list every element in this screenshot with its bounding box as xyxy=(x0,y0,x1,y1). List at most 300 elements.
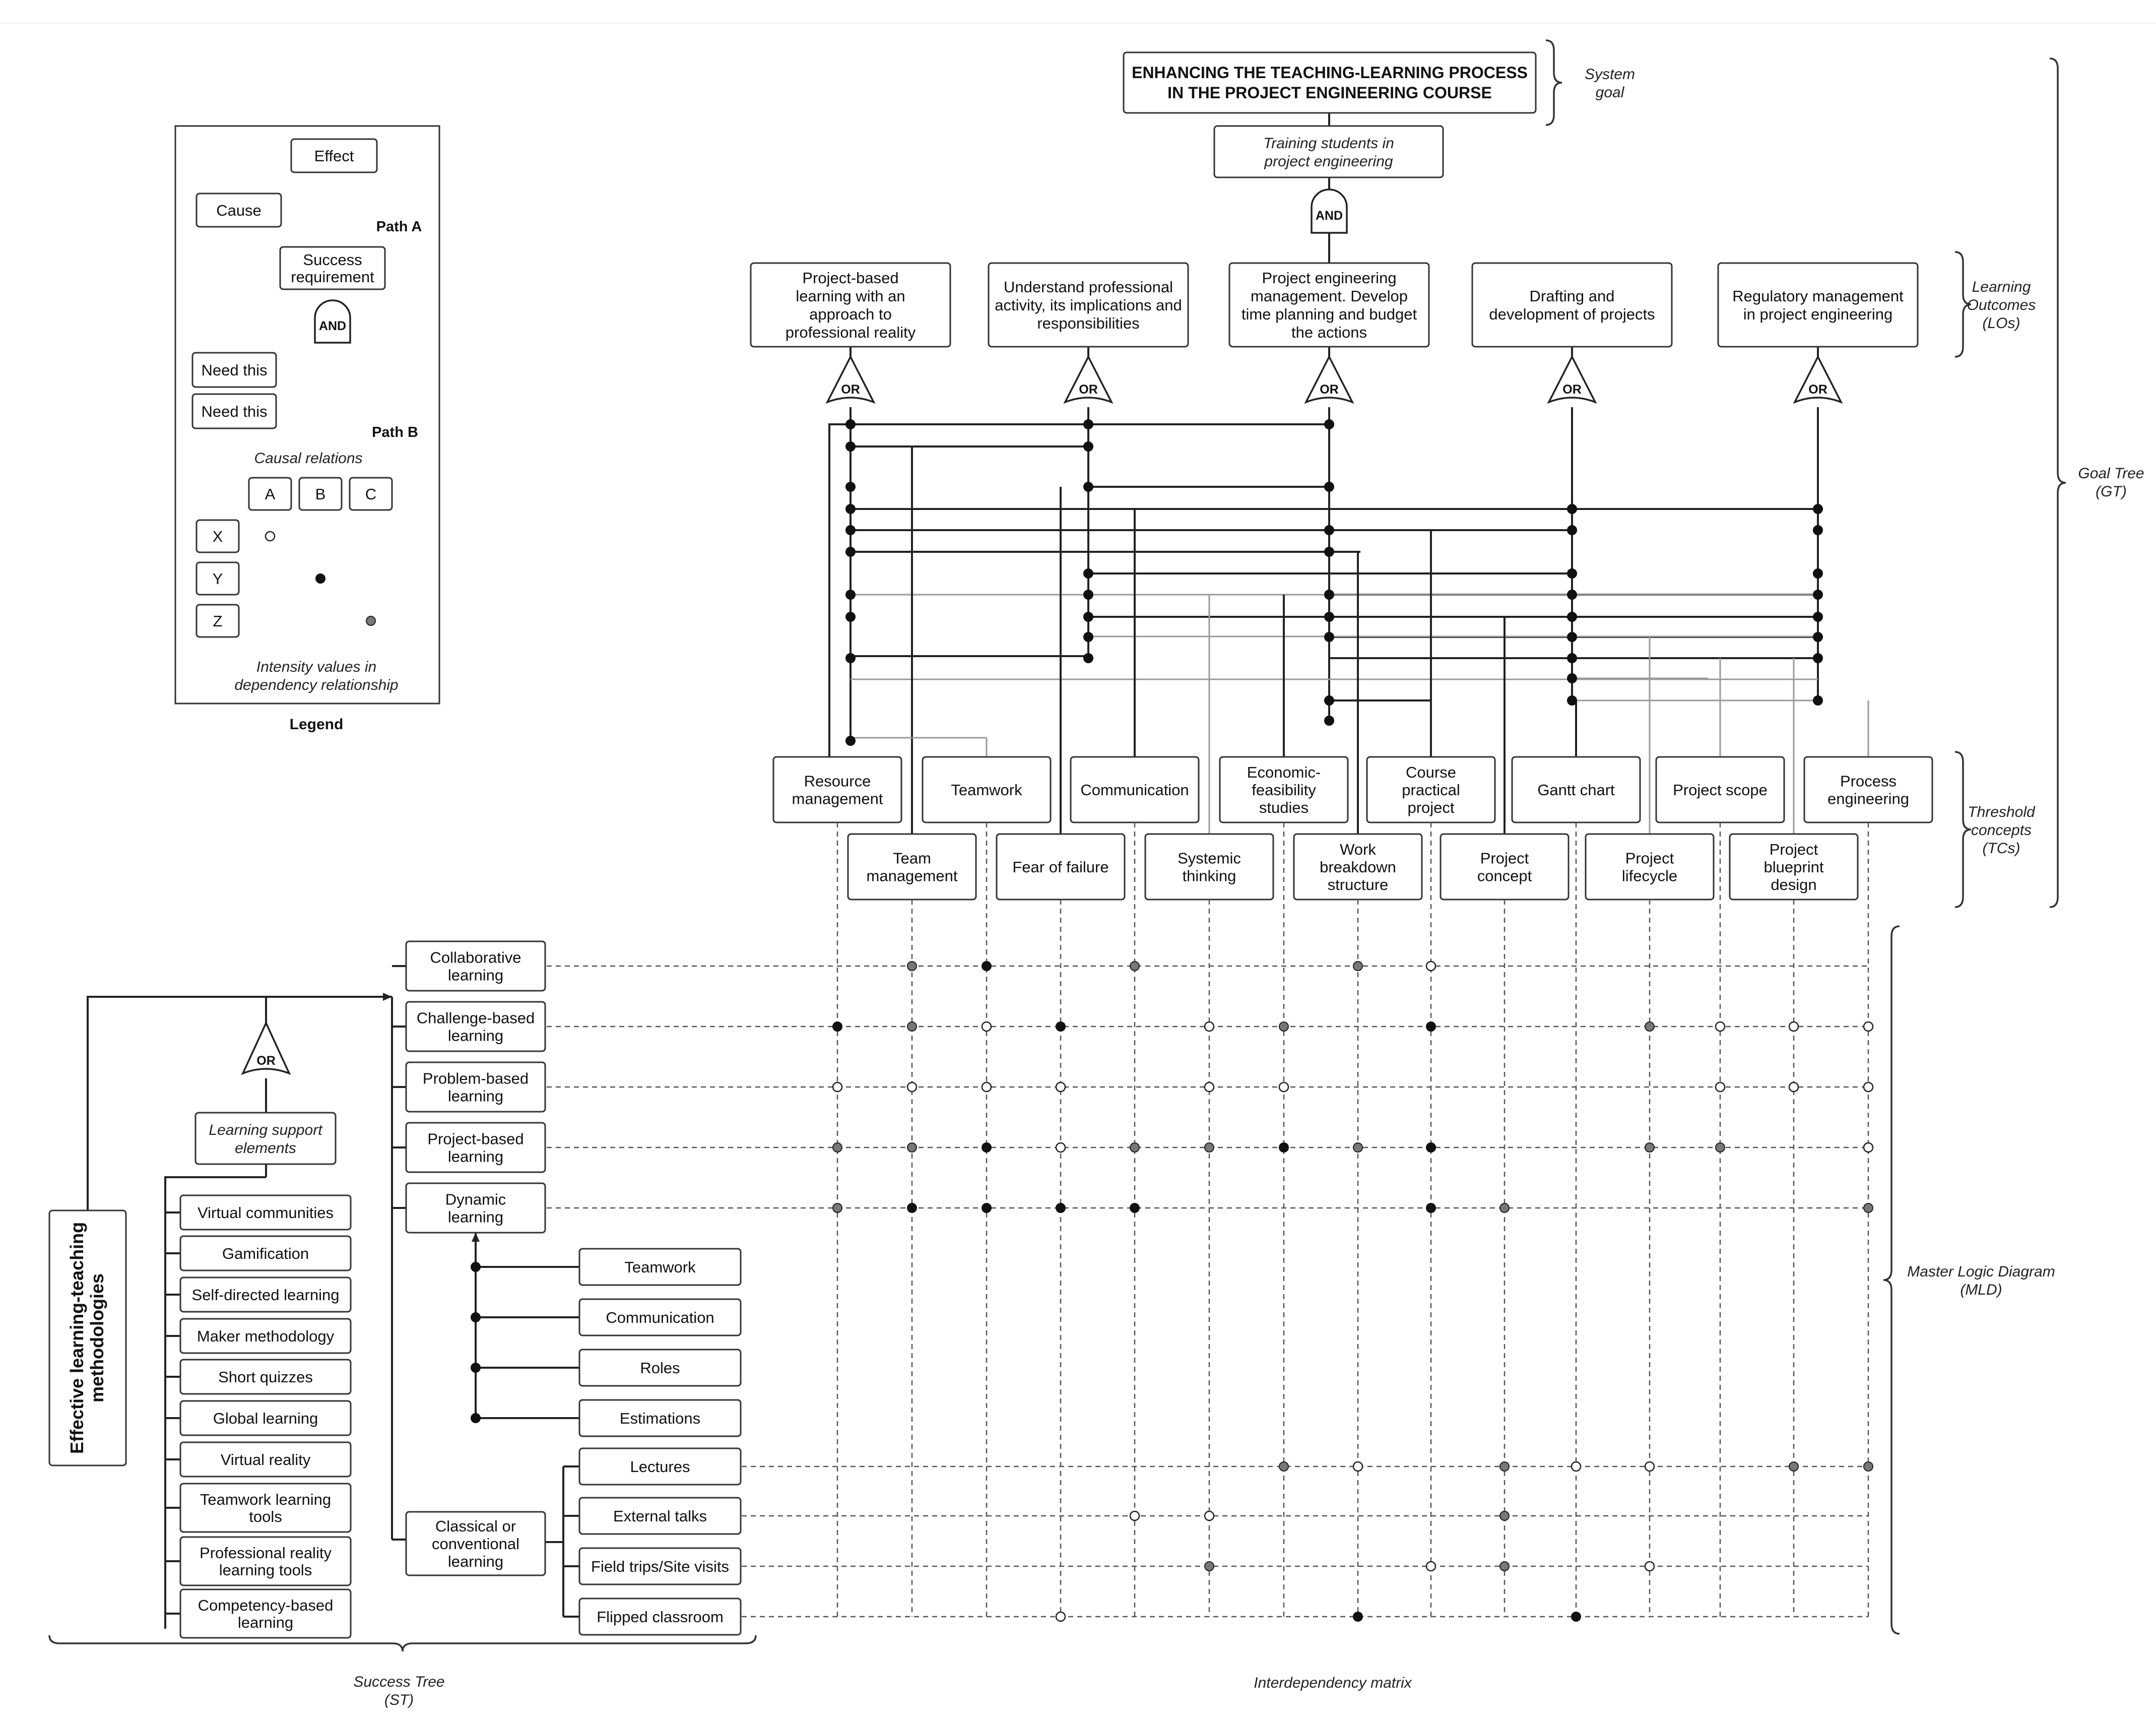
junction-dot xyxy=(846,526,855,535)
threshold-concept-box xyxy=(997,834,1125,900)
dynamic-sub-box xyxy=(579,1400,741,1436)
text-line: methodologies xyxy=(87,1273,107,1403)
text-line: Communication xyxy=(606,1309,714,1326)
learning-outcome-box-text xyxy=(1732,287,1904,323)
text-line: Teamwork learning xyxy=(200,1491,332,1508)
text-line: concepts xyxy=(1971,822,2032,839)
threshold-concept-box xyxy=(1656,757,1784,822)
dependency-dot-challenge-based-learning xyxy=(1789,1022,1798,1031)
system-goal-box xyxy=(1124,52,1536,113)
learning-outcomes-label xyxy=(1967,279,2036,332)
text-line: Fear of failure xyxy=(1012,858,1109,876)
dynamic-sub-box-text xyxy=(606,1309,714,1326)
junction-dot xyxy=(1084,482,1093,491)
junction-dot xyxy=(1567,504,1577,514)
legend-effect-box-text xyxy=(314,147,354,165)
dependency-dot-problem-based-learning xyxy=(1205,1082,1214,1092)
dependency-dot-lectures xyxy=(1279,1462,1288,1471)
text-line: learning xyxy=(447,1027,504,1045)
text-line: approach to xyxy=(809,305,892,323)
text-line: time planning and budget xyxy=(1241,305,1417,323)
legend-success-box xyxy=(280,247,385,289)
text-line: management. Develop xyxy=(1251,287,1408,305)
dependency-dot-challenge-based-learning xyxy=(982,1022,991,1031)
legend-row-box xyxy=(197,520,239,552)
junction-dot xyxy=(1567,569,1577,578)
text-line: Work xyxy=(1340,841,1376,858)
method-box xyxy=(406,1062,545,1112)
text-line: Project engineering xyxy=(1262,269,1397,287)
junction-dot xyxy=(1325,547,1334,556)
dependency-dot-collaborative-learning xyxy=(1353,962,1362,971)
dependency-dot-dynamic-learning xyxy=(982,1203,991,1212)
dynamic-sub-box-text xyxy=(624,1258,696,1276)
threshold-concept-box-text xyxy=(1622,850,1677,885)
text-line: development of projects xyxy=(1489,305,1655,323)
dynamic-sub-box-text xyxy=(640,1359,680,1377)
threshold-concept-box-text xyxy=(1537,781,1615,799)
threshold-concept-box-text xyxy=(1402,763,1460,816)
text-line: responsibilities xyxy=(1037,314,1140,332)
dependency-dot-collaborative-learning xyxy=(1130,962,1139,971)
text-line: blueprint xyxy=(1763,858,1824,876)
text-line: OR xyxy=(841,382,860,397)
text-line: Communication xyxy=(1080,781,1189,799)
text-line: concept xyxy=(1477,867,1532,885)
or-gate xyxy=(827,357,874,402)
text-line: Goal Tree xyxy=(2078,465,2144,482)
threshold-concept-box-text xyxy=(1477,850,1532,885)
dynamic-sub-box xyxy=(579,1299,741,1335)
text-line: Success Tree xyxy=(353,1674,445,1690)
text-line: learning xyxy=(447,1208,504,1226)
dependency-dot-flipped-classroom xyxy=(1353,1612,1362,1621)
legend-row-box-text xyxy=(213,528,223,545)
classical-item-box xyxy=(579,1498,741,1534)
support-element-box xyxy=(180,1589,351,1638)
brace xyxy=(1546,40,1562,125)
junction-dot xyxy=(1567,674,1577,683)
text-line: Effect xyxy=(314,147,354,165)
or-gate-label xyxy=(1562,382,1582,397)
dependency-dot-problem-based-learning xyxy=(907,1082,917,1092)
text-line: learning xyxy=(447,1553,504,1570)
text-line: professional reality xyxy=(785,324,916,341)
threshold-concept-box xyxy=(1294,834,1422,900)
text-line: (MLD) xyxy=(1960,1282,2002,1298)
junction-dot xyxy=(1325,612,1334,621)
threshold-concept-box xyxy=(1441,834,1569,900)
dependency-dot-challenge-based-learning xyxy=(1864,1022,1873,1031)
threshold-concept-box xyxy=(1220,757,1348,822)
junction-dot xyxy=(846,442,855,451)
legend-effect-box xyxy=(291,139,377,172)
dependency-dot-project-based-learning xyxy=(1279,1143,1288,1152)
learning-outcome-box xyxy=(1472,263,1672,347)
legend-dot xyxy=(366,616,375,625)
text-line: Drafting and xyxy=(1529,287,1615,305)
text-line: (GT) xyxy=(2096,483,2127,500)
text-line: Global learning xyxy=(213,1410,318,1427)
or-gate-label xyxy=(1320,382,1339,397)
text-line: Understand professional xyxy=(1003,278,1173,296)
legend-col-box-text xyxy=(365,485,376,503)
support-element-box-text xyxy=(213,1410,318,1427)
text-line: feasibility xyxy=(1252,781,1316,799)
junction-dot xyxy=(1084,612,1093,621)
text-line: Project xyxy=(1769,841,1818,858)
dependency-dot-field-trips-site-visits xyxy=(1426,1562,1435,1571)
junction-dot xyxy=(846,504,855,514)
support-element-box xyxy=(180,1360,351,1394)
method-box-text xyxy=(445,1191,506,1226)
text-line: management xyxy=(866,867,958,885)
system-goal-label xyxy=(1585,66,1635,101)
dependency-dot-project-based-learning xyxy=(1205,1143,1214,1152)
or-gate xyxy=(243,1023,289,1073)
threshold-concept-box xyxy=(1730,834,1858,900)
text-line: Team xyxy=(893,849,931,867)
legend-path-a xyxy=(376,219,422,235)
dependency-dot-dynamic-learning xyxy=(1426,1203,1435,1212)
junction-dot xyxy=(846,482,855,491)
or-gate xyxy=(1549,357,1595,402)
support-element-box xyxy=(180,1319,351,1353)
or-gate-label xyxy=(841,382,860,397)
junction-dot xyxy=(846,736,855,745)
dependency-dot-flipped-classroom xyxy=(1572,1612,1581,1621)
text-line: Maker methodology xyxy=(197,1327,335,1345)
text-line: Lectures xyxy=(630,1458,690,1476)
junction-dot xyxy=(1567,612,1577,621)
dependency-dot-dynamic-learning xyxy=(907,1203,917,1212)
support-element-box xyxy=(180,1401,351,1435)
junction-dot xyxy=(1567,632,1577,642)
support-element-box-text xyxy=(218,1368,313,1386)
dependency-dot-lectures xyxy=(1572,1462,1581,1471)
junction-dot xyxy=(1813,612,1822,621)
support-element-box xyxy=(180,1195,351,1230)
junction-dot xyxy=(1325,526,1334,535)
junction-dot xyxy=(1325,482,1334,491)
threshold-concepts-label xyxy=(1968,804,2036,857)
legend-need-box xyxy=(192,394,276,428)
text-line: tools xyxy=(249,1508,282,1525)
dynamic-sub-box-text xyxy=(620,1410,700,1427)
junction-dot xyxy=(846,420,855,429)
text-line: Path A xyxy=(376,219,422,235)
learning-outcome-box xyxy=(1229,263,1429,347)
text-line: thinking xyxy=(1182,867,1236,885)
text-line: Legend xyxy=(289,716,344,733)
methodologies-root-box xyxy=(49,1210,126,1465)
dependency-dot-project-based-learning xyxy=(1426,1143,1435,1152)
text-line: AND xyxy=(1315,209,1343,223)
junction-dot xyxy=(846,612,855,621)
dependency-dot-project-based-learning xyxy=(1130,1143,1139,1152)
dependency-dot-problem-based-learning xyxy=(833,1082,842,1092)
or-gate xyxy=(1306,357,1352,402)
support-element-box xyxy=(180,1277,351,1312)
threshold-concept-box-text xyxy=(1178,850,1241,885)
dependency-dot-project-based-learning xyxy=(1645,1143,1654,1152)
support-element-box xyxy=(180,1537,351,1585)
text-line: Causal relations xyxy=(254,450,363,467)
text-line: Master Logic Diagram xyxy=(1907,1263,2055,1280)
text-line: Teamwork xyxy=(951,781,1022,799)
dependency-dot-challenge-based-learning xyxy=(1279,1022,1288,1031)
legend-need-box-text xyxy=(202,361,268,379)
junction-dot xyxy=(471,1363,480,1372)
text-line: the actions xyxy=(1291,324,1367,341)
text-line: IN THE PROJECT ENGINEERING COURSE xyxy=(1167,84,1492,102)
text-line: learning tools xyxy=(219,1561,312,1579)
text-line: Project xyxy=(1480,849,1529,867)
threshold-concept-box-text xyxy=(1012,858,1108,876)
dependency-dot-external-talks xyxy=(1205,1511,1214,1520)
text-line: B xyxy=(315,485,326,503)
text-line: (ST) xyxy=(384,1692,414,1708)
text-line: ENHANCING THE TEACHING-LEARNING PROCESS xyxy=(1132,63,1528,82)
threshold-concept-box xyxy=(1804,757,1932,822)
text-line: External talks xyxy=(613,1507,707,1525)
legend-col-box xyxy=(299,478,342,510)
text-line: (LOs) xyxy=(1982,315,2020,332)
dependency-dot-challenge-based-learning xyxy=(1645,1022,1654,1031)
text-line: X xyxy=(212,528,223,545)
text-line: Challenge-based xyxy=(416,1009,535,1027)
interdependency-label xyxy=(1254,1675,1412,1691)
text-line: Interdependency matrix xyxy=(1254,1675,1412,1691)
text-line: Resource xyxy=(804,772,871,790)
text-line: Field trips/Site visits xyxy=(591,1558,729,1575)
learning-outcome-box xyxy=(1718,263,1918,347)
text-line: Self-directed learning xyxy=(191,1286,340,1304)
text-line: dependency relationship xyxy=(234,677,399,693)
brace xyxy=(1955,752,1971,907)
legend-cause-box-text xyxy=(216,202,262,219)
junction-dot xyxy=(1325,590,1334,599)
text-line: learning xyxy=(447,1087,504,1105)
legend-success-box-text xyxy=(291,251,374,286)
dependency-dot-dynamic-learning xyxy=(1864,1203,1873,1212)
text-line: Project scope xyxy=(1673,781,1768,799)
arrow-head xyxy=(472,1233,480,1242)
dependency-dot-challenge-based-learning xyxy=(907,1022,917,1031)
text-line: Course xyxy=(1406,763,1456,781)
dynamic-sub-box xyxy=(579,1249,741,1285)
text-line: Virtual reality xyxy=(220,1451,311,1468)
dependency-dot-lectures xyxy=(1864,1462,1873,1471)
text-line: learning with an xyxy=(796,287,905,305)
threshold-concept-box xyxy=(1512,757,1640,822)
text-line: Virtual communities xyxy=(198,1204,334,1222)
junction-dot xyxy=(471,1414,480,1423)
junction-dot xyxy=(471,1313,480,1322)
method-box xyxy=(406,1002,545,1051)
support-element-box xyxy=(180,1442,351,1477)
junction-dot xyxy=(1084,590,1093,599)
goal-tree-label xyxy=(2078,465,2144,500)
connector-line xyxy=(88,997,392,1210)
brace xyxy=(2050,58,2066,907)
dependency-dot-problem-based-learning xyxy=(1789,1082,1798,1092)
text-line: design xyxy=(1771,876,1817,893)
threshold-concept-box-text xyxy=(1673,781,1768,799)
text-line: conventional xyxy=(431,1535,520,1553)
junction-dot xyxy=(1813,569,1822,578)
threshold-concept-box xyxy=(923,757,1051,822)
junction-dot xyxy=(1813,504,1822,514)
or-gate-label xyxy=(1079,382,1098,397)
text-line: Cause xyxy=(216,202,262,219)
threshold-concept-box xyxy=(1367,757,1495,822)
text-line: breakdown xyxy=(1320,858,1396,876)
junction-dot xyxy=(1813,590,1822,599)
dependency-dot-problem-based-learning xyxy=(1279,1082,1288,1092)
dynamic-sub-box xyxy=(579,1350,741,1386)
and-gate-label xyxy=(1316,209,1343,223)
text-line: Economic- xyxy=(1247,763,1321,781)
learning-outcome-box xyxy=(989,263,1188,347)
text-line: learning xyxy=(237,1614,294,1631)
legend-title xyxy=(290,716,344,733)
and-gate-label xyxy=(319,319,346,333)
dependency-dot-challenge-based-learning xyxy=(1716,1022,1725,1031)
junction-dot xyxy=(1567,696,1577,705)
learning-support-box xyxy=(195,1113,336,1164)
legend-col-box xyxy=(249,478,291,510)
dependency-dot-challenge-based-learning xyxy=(833,1022,842,1031)
text-line: System xyxy=(1584,66,1636,83)
dependency-dot-problem-based-learning xyxy=(1056,1082,1065,1092)
text-line: Learning xyxy=(1972,279,2031,295)
text-line: learning xyxy=(447,966,504,984)
text-line: Z xyxy=(213,612,223,630)
objective-box xyxy=(1214,126,1443,177)
text-line: Outcomes xyxy=(1967,297,2036,313)
text-line: Systemic xyxy=(1178,849,1241,867)
classical-item-box-text xyxy=(591,1558,729,1575)
text-line: elements xyxy=(235,1140,296,1157)
text-line: learning xyxy=(447,1147,504,1166)
dependency-dot-challenge-based-learning xyxy=(1205,1022,1214,1031)
dependency-dot-dynamic-learning xyxy=(1500,1203,1509,1212)
support-element-box xyxy=(180,1236,351,1270)
junction-dot xyxy=(1084,420,1093,429)
text-line: project xyxy=(1407,799,1455,816)
text-line: practical xyxy=(1402,781,1460,799)
dependency-dot-lectures xyxy=(1645,1462,1654,1471)
text-line: Path B xyxy=(372,424,418,440)
text-line: Project-based xyxy=(802,269,899,287)
legend-col-box-text xyxy=(315,485,326,503)
text-line: OR xyxy=(1320,382,1339,397)
legend-dot xyxy=(266,532,275,541)
dependency-dot-project-based-learning xyxy=(1864,1143,1873,1152)
dependency-dot-project-based-learning xyxy=(907,1143,917,1152)
dependency-dot-project-based-learning xyxy=(1353,1143,1362,1152)
dependency-dot-project-based-learning xyxy=(1716,1143,1725,1152)
text-line: Regulatory management xyxy=(1732,287,1904,305)
dependency-dot-collaborative-learning xyxy=(982,962,991,971)
text-line: activity, its implications and xyxy=(995,296,1182,314)
text-line: Dynamic xyxy=(445,1190,506,1208)
interdependency-matrix xyxy=(547,822,1873,1621)
junction-dot xyxy=(1325,420,1334,429)
learning-outcome-box-frame xyxy=(1472,263,1672,347)
threshold-concept-box xyxy=(1071,757,1199,822)
dependency-dot-external-talks xyxy=(1130,1511,1139,1520)
text-line: Need this xyxy=(201,403,268,420)
junction-dot xyxy=(1813,654,1822,663)
junction-dot xyxy=(1084,569,1093,578)
text-line: OR xyxy=(1079,382,1098,397)
text-line: Process xyxy=(1840,772,1897,790)
dependency-dot-dynamic-learning xyxy=(833,1203,842,1212)
threshold-concept-box-text xyxy=(951,781,1022,799)
dependency-dot-project-based-learning xyxy=(833,1143,842,1152)
text-line: Teamwork xyxy=(624,1258,696,1276)
classical-box xyxy=(406,1512,545,1575)
junction-dot xyxy=(1084,632,1093,642)
text-line: Project xyxy=(1625,849,1674,867)
text-line: C xyxy=(365,485,377,503)
dependency-dot-field-trips-site-visits xyxy=(1500,1562,1509,1571)
learning-outcome-box-frame xyxy=(1718,263,1918,347)
dependency-dot-lectures xyxy=(1789,1462,1798,1471)
support-element-box xyxy=(180,1484,351,1532)
junction-dot xyxy=(1567,526,1577,535)
dependency-dot-field-trips-site-visits xyxy=(1645,1562,1654,1571)
text-line: Collaborative xyxy=(430,948,521,967)
or-gate-label xyxy=(256,1054,276,1068)
master-logic-label xyxy=(1907,1263,2055,1298)
dependency-dot-field-trips-site-visits xyxy=(1205,1562,1214,1571)
brace xyxy=(1883,926,1900,1634)
legend-col-box xyxy=(350,478,392,510)
success-tree-label xyxy=(353,1674,444,1708)
junction-dot xyxy=(1567,654,1577,663)
dependency-dot-collaborative-learning xyxy=(1426,962,1435,971)
text-line: in project engineering xyxy=(1743,305,1893,323)
and-gate xyxy=(1312,189,1347,233)
junction-dot xyxy=(1084,442,1093,451)
text-line: Professional reality xyxy=(200,1544,332,1562)
legend-row-box-text xyxy=(213,570,223,588)
dependency-dot-dynamic-learning xyxy=(1130,1203,1139,1212)
or-gate-label xyxy=(1808,382,1827,397)
text-line: Y xyxy=(212,570,223,588)
method-box xyxy=(406,1123,545,1172)
text-line: Competency-based xyxy=(198,1596,334,1614)
text-line: Intensity values in xyxy=(256,659,377,675)
classical-item-box-text xyxy=(630,1458,690,1476)
junction-dot xyxy=(1567,590,1577,599)
text-line: Training students in xyxy=(1263,135,1394,152)
text-line: AND xyxy=(318,319,347,333)
dependency-dot-project-based-learning xyxy=(982,1143,991,1152)
text-line: Threshold xyxy=(1968,804,2035,820)
dependency-dot-collaborative-learning xyxy=(907,962,917,971)
legend-need-box xyxy=(192,353,276,387)
junction-dot xyxy=(1325,632,1334,642)
junction-dot xyxy=(846,590,855,599)
text-line: Learning support xyxy=(209,1122,322,1138)
text-line: Effective learning-teaching xyxy=(67,1222,87,1454)
support-element-box-text xyxy=(197,1327,335,1345)
threshold-concept-box xyxy=(773,757,901,822)
